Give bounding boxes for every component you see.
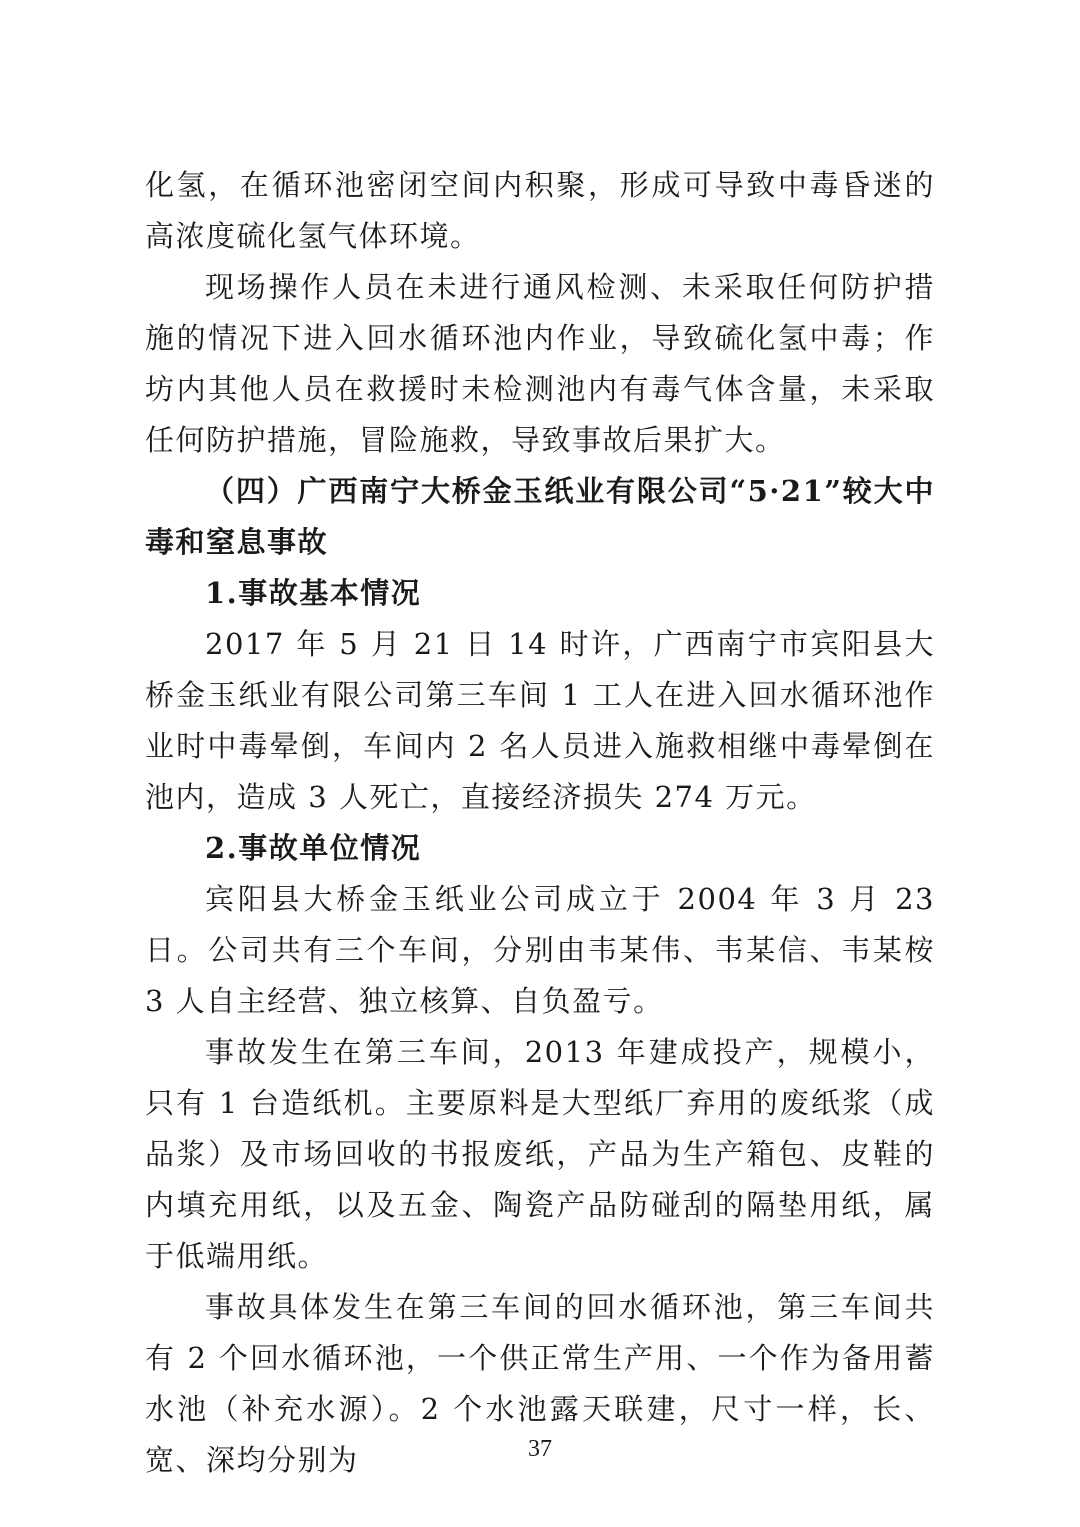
paragraph-cause-analysis: 现场操作人员在未进行通风检测、未采取任何防护措施的情况下进入回水循环池内作业，导致硫化氢中毒；作坊内其他人员在救援时未检测池内有毒气体含量，未采取任何防护措施，冒险施救，导致事故后果扩大。 bbox=[145, 270, 935, 457]
paragraph-basic-situation: 2017 年 5 月 21 日 14 时许，广西南宁市宾阳县大桥金玉纸业有限公司第三车间 1 工人在进入回水循环池作业时中毒晕倒，车间内 2 名人员进入施救相继中毒晕倒在池内，造成 3 人死亡，直接经济损失 274 万元。 bbox=[145, 627, 935, 814]
section-heading: （四）广西南宁大桥金玉纸业有限公司“5·21”较大中毒和窒息事故 bbox=[145, 474, 935, 559]
paragraph-workshop-info: 事故发生在第三车间，2013 年建成投产，规模小，只有 1 台造纸机。主要原料是大型纸厂弃用的废纸浆（成品浆）及市场回收的书报废纸，产品为生产箱包、皮鞋的内填充用纸，以及五金、陶瓷产品防碰刮的隔垫用纸，属于低端用纸。 bbox=[145, 1035, 935, 1273]
subheading-basic-situation: 1.事故基本情况 bbox=[205, 576, 422, 610]
subheading-unit-situation: 2.事故单位情况 bbox=[205, 831, 422, 865]
page-body bbox=[145, 160, 935, 1486]
page-number: 37 bbox=[528, 1436, 552, 1462]
paragraph-continuation: 化氢，在循环池密闭空间内积聚，形成可导致中毒昏迷的高浓度硫化氢气体环境。 bbox=[145, 168, 935, 253]
paragraph-pool-info: 事故具体发生在第三车间的回水循环池，第三车间共有 2 个回水循环池，一个供正常生产用、一个作为备用蓄水池（补充水源）。2 个水池露天联建，尺寸一样，长、宽、深均分别为 bbox=[145, 1290, 935, 1477]
paragraph-company-info: 宾阳县大桥金玉纸业公司成立于 2004 年 3 月 23 日。公司共有三个车间，分别由韦某伟、韦某信、韦某桉 3 人自主经营、独立核算、自负盈亏。 bbox=[145, 882, 935, 1018]
